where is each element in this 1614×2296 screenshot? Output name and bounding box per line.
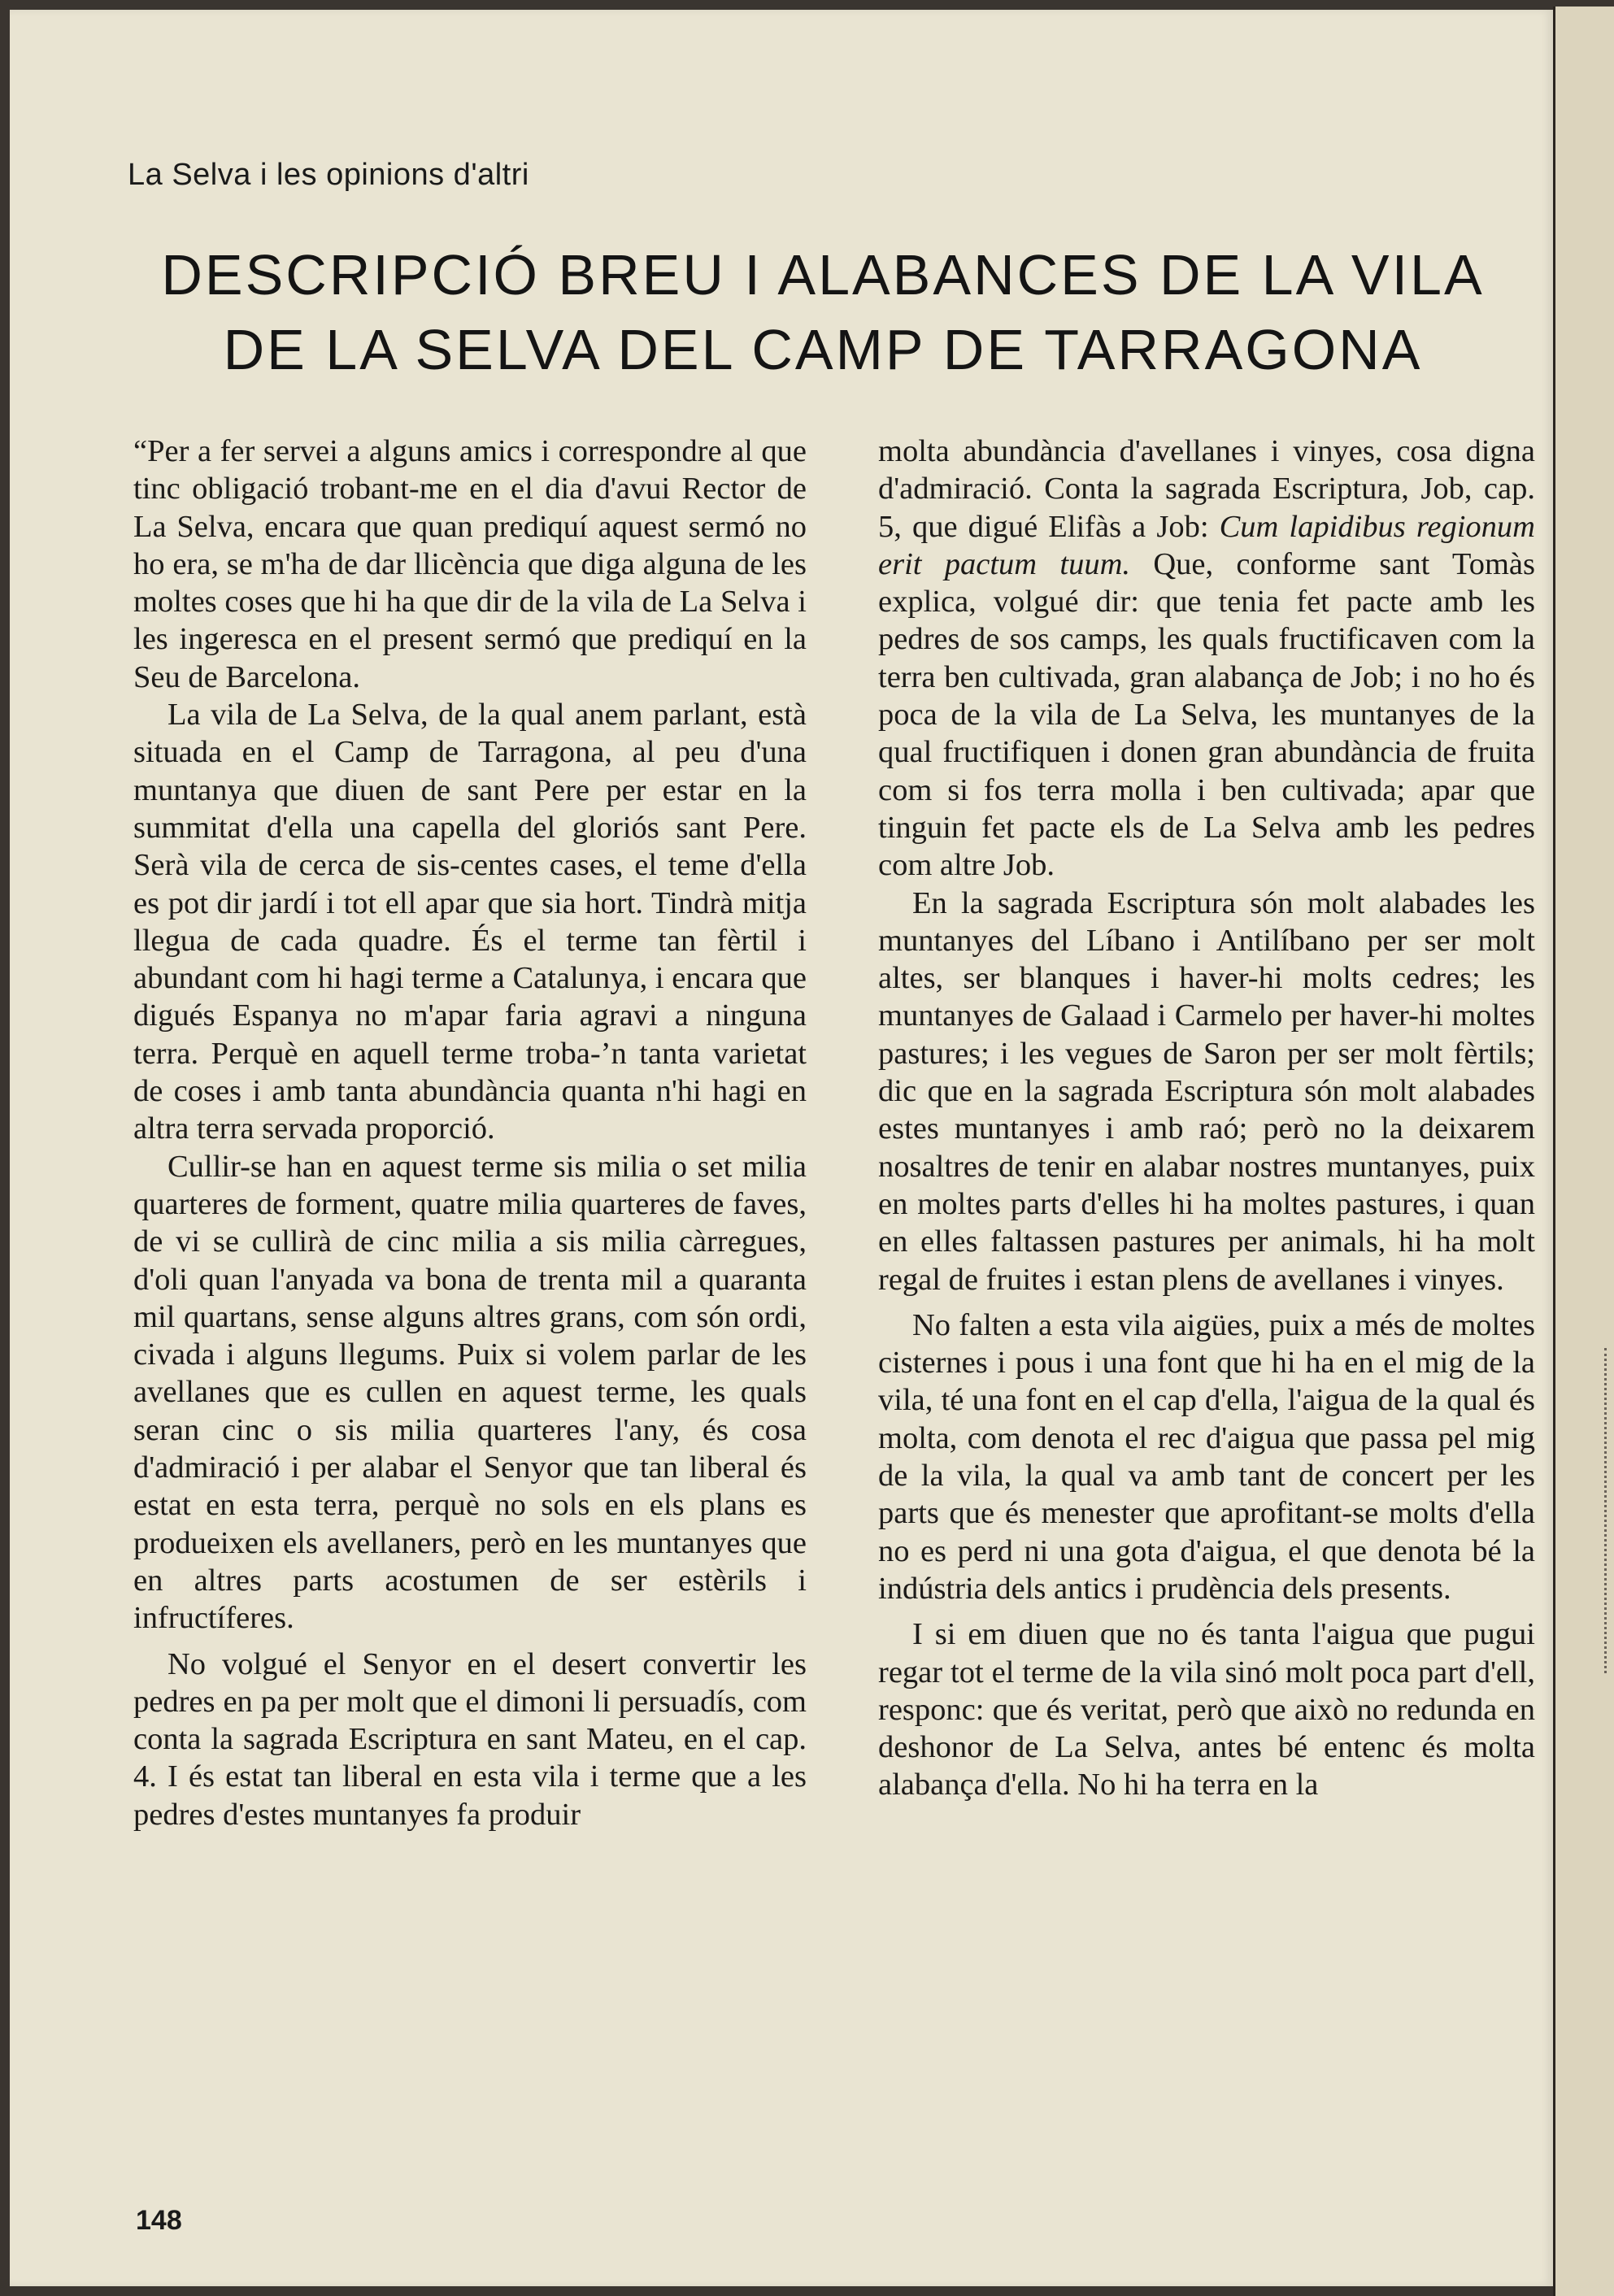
page-number: 148	[136, 2205, 182, 2236]
paragraph: I si em diuen que no és tanta l'aigua que pugui regar tot el terme de la vila sinó molt poca part d'ell, responc: que és veritat, però que això no redunda en deshonor de La Selva, antes bé entenc és molta alabança d'ella. No hi ha terra en la	[878, 1617, 1535, 1802]
paragraph: En la sagrada Escriptura són molt alabades les muntanyes del Líbano i Antilíbano per ser molt altes, ser blanques i haver-hi molts cedres; les muntanyes de Galaad i Carmelo per haver-hi moltes pastures; i les vegues de Saron per ser molt fèrtils; dic que en la sagrada Escriptura són molt alabades estes muntanyes i amb raó; però no la deixarem nosaltres de tenir en alabar nostres muntanyes, puix en moltes parts d'elles hi ha moltes pastures, i quan en elles faltassen pastures per animals, hi ha molt regal de fruites i estan plens de avellanes i vinyes.	[878, 885, 1535, 1297]
paragraph: La vila de La Selva, de la qual anem parlant, està situada en el Camp de Tarragona, al peu d'una muntanya que diuen de sant Pere per estar en la summitat d'ella una capella del gloriós sant Pere. Serà vila de cerca de sis-centes cases, el teme d'ella es pot dir jardí i tot ell apar que sia hort. Tindrà mitja llegua de cada quadre. És el terme tan fèrtil i abundant com hi hagi terme a Catalunya, i encara que digués Espanya no m'apar faria agravi a ninguna terra. Perquè en aquell terme troba-’n tanta varietat de coses i amb tanta abundància quanta n'hi hagi en altra terra servada proporció.	[133, 698, 807, 1146]
paragraph	[878, 433, 1535, 885]
section-label: La Selva i les opinions d'altri	[128, 158, 529, 192]
title-line-1: DESCRIPCIÓ BREU I ALABANCES DE LA VILA	[161, 243, 1485, 307]
text-span: Que, conforme sant Tomàs explica, volgué dir: que tenia fet pacte amb les pedres de sos camps, les quals fructificaven com la terra ben cultivada, gran alabança de Job; i no ho és poca de la vila de La Selva, les muntanyes de la qual fructifiquen i donen gran abundància de fruita com si fos terra molla i ben cultivada; apar que tinguin fet pacte els de La Selva amb les pedres com altre Job.	[878, 546, 1535, 883]
text-span: molta abundància d'avellanes i vinyes, cosa digna d'admiració. Conta la sagrada Escriptura, Job, cap. 5, que digué Elifàs a Job:	[878, 434, 1535, 544]
adjacent-page-edge	[1553, 7, 1614, 2296]
paragraph: No falten a esta vila aigües, puix a més de moltes cisternes i pous i una font que hi ha en el mig de la vila, té una font en el cap d'ella, l'aigua de la qual és molta, com denota el rec d'aigua que passa pel mig de la vila, la qual va amb tant de concert per les parts que és menester que aprofitant-se molts d'ella no es perd ni una gota d'aigua, el que denota bé la indústria dels antics i prudència dels presents.	[878, 1307, 1535, 1606]
paragraph: “Per a fer servei a alguns amics i correspondre al que tinc obligació trobant-me en el dia d'avui Rector de La Selva, encara que quan prediquí aquest sermó no ho era, se m'ha de dar llicència que diga alguna de les moltes coses que hi ha que dir de la vila de La Selva i les ingeresca en el present sermó que prediquí en la Seu de Barcelona.	[133, 434, 807, 694]
paragraph: No volgué el Senyor en el desert convertir les pedres en pa per molt que el dimoni li persuadís, com conta la sagrada Escriptura en sant Mateu, en el cap. 4. I és estat tan liberal en esta vila i terme que a les pedres d'estes muntanyes fa produir	[133, 1646, 807, 1832]
right-column	[878, 433, 1535, 1804]
article-title	[99, 237, 1547, 387]
paragraph: Cullir-se han en aquest terme sis milia o set milia quarteres de forment, quatre milia quarteres de faves, de vi se cullirà de cinc milia a sis milia càrregues, d'oli quan l'anyada va bona de trenta mil a quaranta mil quartans, sense alguns altres grans, com són ordi, civada i alguns llegums. Puix si volem parlar de les avellanes que es cullen en aquest terme, les quals seran cinc o sis milia quarteres l'any, és cosa d'admiració i per alabar el Senyor que tan liberal és estat en esta terra, perquè no sols en els plans es produeixen els avellaners, però en les muntanyes que en altres parts acostumen de ser estèrils i infructíferes.	[133, 1149, 807, 1636]
left-column	[133, 433, 807, 1833]
title-line-2: DE LA SELVA DEL CAMP DE TARRAGONA	[223, 318, 1423, 381]
book-page	[10, 10, 1553, 2286]
latin-quote: Cum lapidibus regionum erit pactum tuum.	[878, 509, 1535, 581]
edge-marks	[1604, 1348, 1610, 1673]
